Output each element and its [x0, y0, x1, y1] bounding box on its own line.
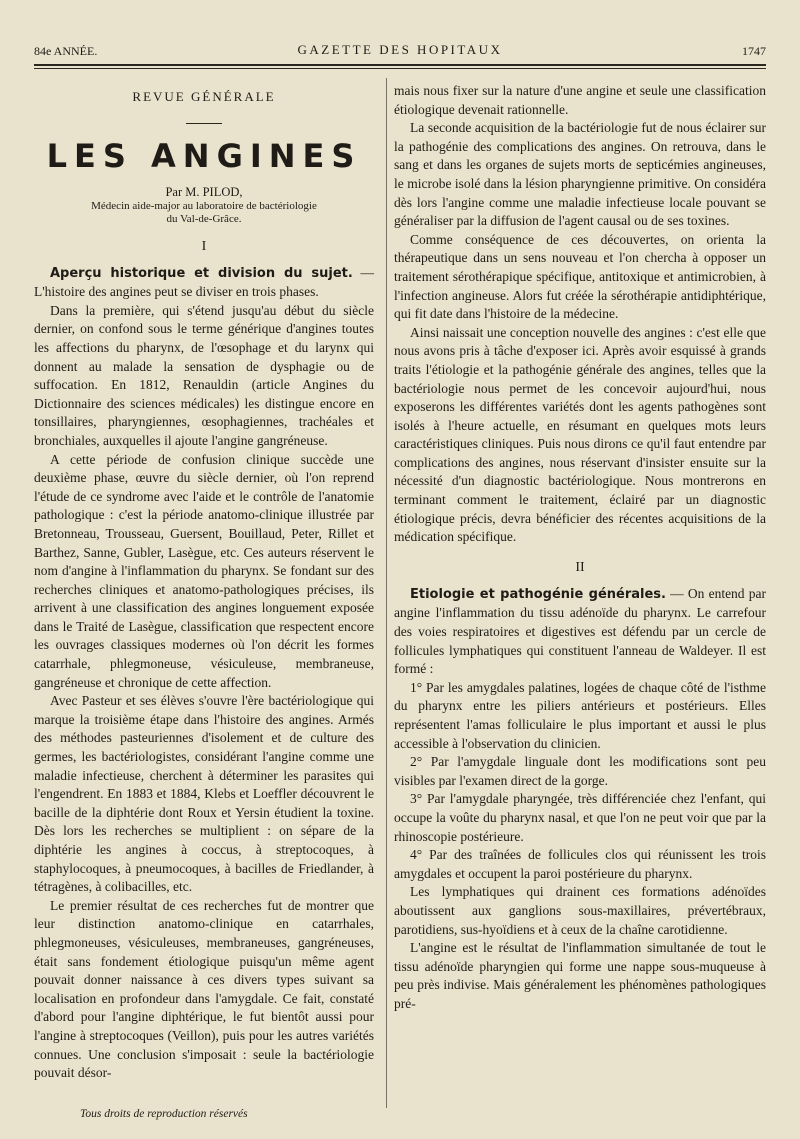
section-numeral-2: II [575, 559, 585, 575]
paragraph: La seconde acquisition de la bactériologie fut de nous éclairer sur la pathogénie des complications des angines. On retrouva, dans le sang et dans les organes de sujets morts de septicémies angineuses, le microbe isolé dans la lésion pharyngienne primitive. On considéra dès lors l'angine comme une maladie infectieuse locale pouvant se généraliser par la diffusion de l'agent causal ou de ses toxines. [394, 120, 766, 229]
header-rule-thin [34, 68, 766, 69]
paragraph: Le premier résultat de ces recherches fut de montrer que leur distinction anatomo-clinique en catarrhales, phlegmoneuses, vésiculeuses, membraneuses, gangréneuses, était sans fondement étiologique puisqu'un même agent pouvait donner naissance à ces divers types suivant sa localisation en profondeur dans l'amygdale. Ce fait, constaté d'abord pour l'angine diphtérique, le fut bientôt aussi pour l'angine à streptocoques (Veillon), puis pour les autres variétés connues. Une conclusion s'imposait : seule la bactériologie pouvait désor- [34, 897, 374, 1081]
rubric: REVUE GÉNÉRALE [132, 89, 276, 104]
section-numeral-1: I [201, 238, 207, 254]
paragraph: Ainsi naissait une conception nouvelle des angines : c'est elle que nous avons pris à tâche d'exposer ici. Après avoir esquissé à grands traits l'étiologie et la pathogénie générale des angines, telles que la bactériologie nous permet de les concevoir aujourd'hui, nous exposerons les différentes variétés dont les agents pathogènes sont isolés à l'heure actuelle, en résumant en quelques mots leurs caractéristiques cliniques. Puis nous dirons ce qu'il faut entendre par complications des angines, nous réservant d'insister ensuite sur la nécessité d'un diagnostic bactériologique. Nous montrerons en terminant comment le traitement, éclairé par un diagnostic étiologique précis, devra bénéficier des récentes acquisitions de la médication spécifique. [394, 324, 766, 545]
paragraph [34, 264, 374, 302]
paragraph [394, 585, 766, 679]
paragraph: Avec Pasteur et ses élèves s'ouvre l'ère bactériologique qui marque la troisième étape dans l'histoire des angines. Armés des méthodes pasteuriennes d'isolement et de culture des germes, les bactériologistes, considérant l'angine comme une maladie infectieuse, cherchent à déterminer les parasites qui l'engendrent. En 1883 et 1884, Klebs et Loeffler découvrent le bacille de la diphtérie dont Roux et Yersin étudient la toxine. Dès lors les recherches se multiplient : on sépare de la diphtérie les angines à coccus, à streptocoques, à staphylocoques, à pneumocoques, à bacilles de Friedlander, à tétragènes, à colibacilles, etc. [34, 693, 374, 895]
paragraph: 3° Par l'amygdale pharyngée, très différenciée chez l'enfant, qui occupe la voûte du pharynx nasal, et que l'on ne peut voir que par la rhinoscopie postérieure. [394, 791, 766, 844]
paragraph: 4° Par des traînées de follicules clos qui réunissent les trois amygdales et occupent la paroi postérieure du pharynx. [394, 847, 766, 881]
running-header [34, 42, 766, 62]
section-heading-1: Aperçu historique et division du sujet. [50, 265, 353, 281]
paragraph: Dans la première, qui s'étend jusqu'au début du siècle dernier, on confond sous le terme générique d'angines toutes les affections du pharynx, de l'œsophage et du larynx qui donnent au malade la sensation de dysphagie ou de suffocation. En 1812, Renauldin (article Angines du Dictionnaire des sciences médicales) les distingue encore en tonsillaires, pharyngiennes, œsophagiennes, trachéales et bronchiales, auxquelles il ajoute l'angine gangréneuse. [34, 302, 374, 448]
affiliation-line-1: Médecin aide-major au laboratoire de bactériologie [91, 199, 317, 212]
paragraph-text: — On entend par angine l'inflammation du tissu adénoïde du pharynx. Le carrefour des voies respiratoires et digestives est défendu par un cercle de follicules lymphatiques qui constituent l'anneau de Waldeyer. Il est formé : [394, 585, 766, 677]
paragraph: Comme conséquence de ces découvertes, on orienta la thérapeutique dans un sens nouveau et l'on chercha à opposer un traitement sérothérapique spécifique, antitoxique et antimicrobien, à l'infection angineuse. Alors fut créée la sérothérapie antidiphtérique, qui fit date dans l'histoire de la médecine. [394, 231, 766, 322]
paragraph: 2° Par l'amygdale linguale dont les modifications sont peu visibles par l'examen direct de la gorge. [394, 754, 766, 788]
paragraph: 1° Par les amygdales palatines, logées de chaque côté de l'isthme du pharynx entre les piliers antérieurs et postérieurs. Elles représentent l'amas folliculaire le plus important et aussi le plus accessible à l'observation du clinicien. [394, 679, 766, 751]
journal-title: GAZETTE DES HOPITAUX [297, 42, 503, 57]
paragraph: Les lymphatiques qui drainent ces formations adénoïdes aboutissent aux ganglions sous-maxillaires, prévertébraux, parotidiens, sus-hyoïdiens et à ceux de la chaîne carotidienne. [394, 884, 766, 937]
header-rule-thick [34, 64, 766, 66]
left-column [34, 82, 374, 1083]
paragraph: L'angine est le résultat de l'inflammation simultanée de tout le tissu adénoïde pharyngien qui forme une nappe sous-muqueuse à peu près indivise. Mais généralement les phénomènes pathologiques pré- [394, 940, 766, 1011]
author: Par M. PILOD, [165, 184, 243, 199]
issue-label: 84e ANNÉE. [34, 44, 98, 58]
paragraph-text: — L'histoire des angines peut se diviser en trois phases. [34, 264, 375, 300]
page-number: 1747 [742, 44, 766, 58]
right-column [394, 82, 766, 1014]
affiliation-line-2: du Val-de-Grâce. [166, 212, 242, 225]
article-title: LES ANGINES [46, 136, 362, 175]
column-separator [386, 78, 387, 1108]
paragraph: mais nous fixer sur la nature d'une angine et seule une classification étiologique devenait rationnelle. [394, 83, 766, 117]
footer-note: Tous droits de reproduction réservés [80, 1108, 248, 1120]
section-heading-2: Etiologie et pathogénie générales. [410, 586, 666, 602]
paragraph: A cette période de confusion clinique succède une deuxième phase, œuvre du siècle dernier, où l'on reprend l'étude de ce syndrome avec l'aide et le contrôle de l'anatomie pathologique : c'est la période anatomo-clinique illustrée par Bretonneau, Trousseau, Guersent, Bouillaud, Peter, Rillet et Barthez, Sanne, Gubler, Lasègue, etc. Ces auteurs réservent le nom d'angine à l'inflammation du pharynx. Se fondant sur des recherches cliniques et anatomo-pathologiques précises, ils arrivent à une classification des angines longuement exposée dans le Traité de Lasègue, classification que respectent encore les ouvrages classiques modernes où l'on décrit les formes catarrhale, phlegmoneuse, vésiculeuse, membraneuse, gangréneuse et chronique de cette affection. [34, 451, 374, 690]
short-rule [186, 123, 222, 124]
